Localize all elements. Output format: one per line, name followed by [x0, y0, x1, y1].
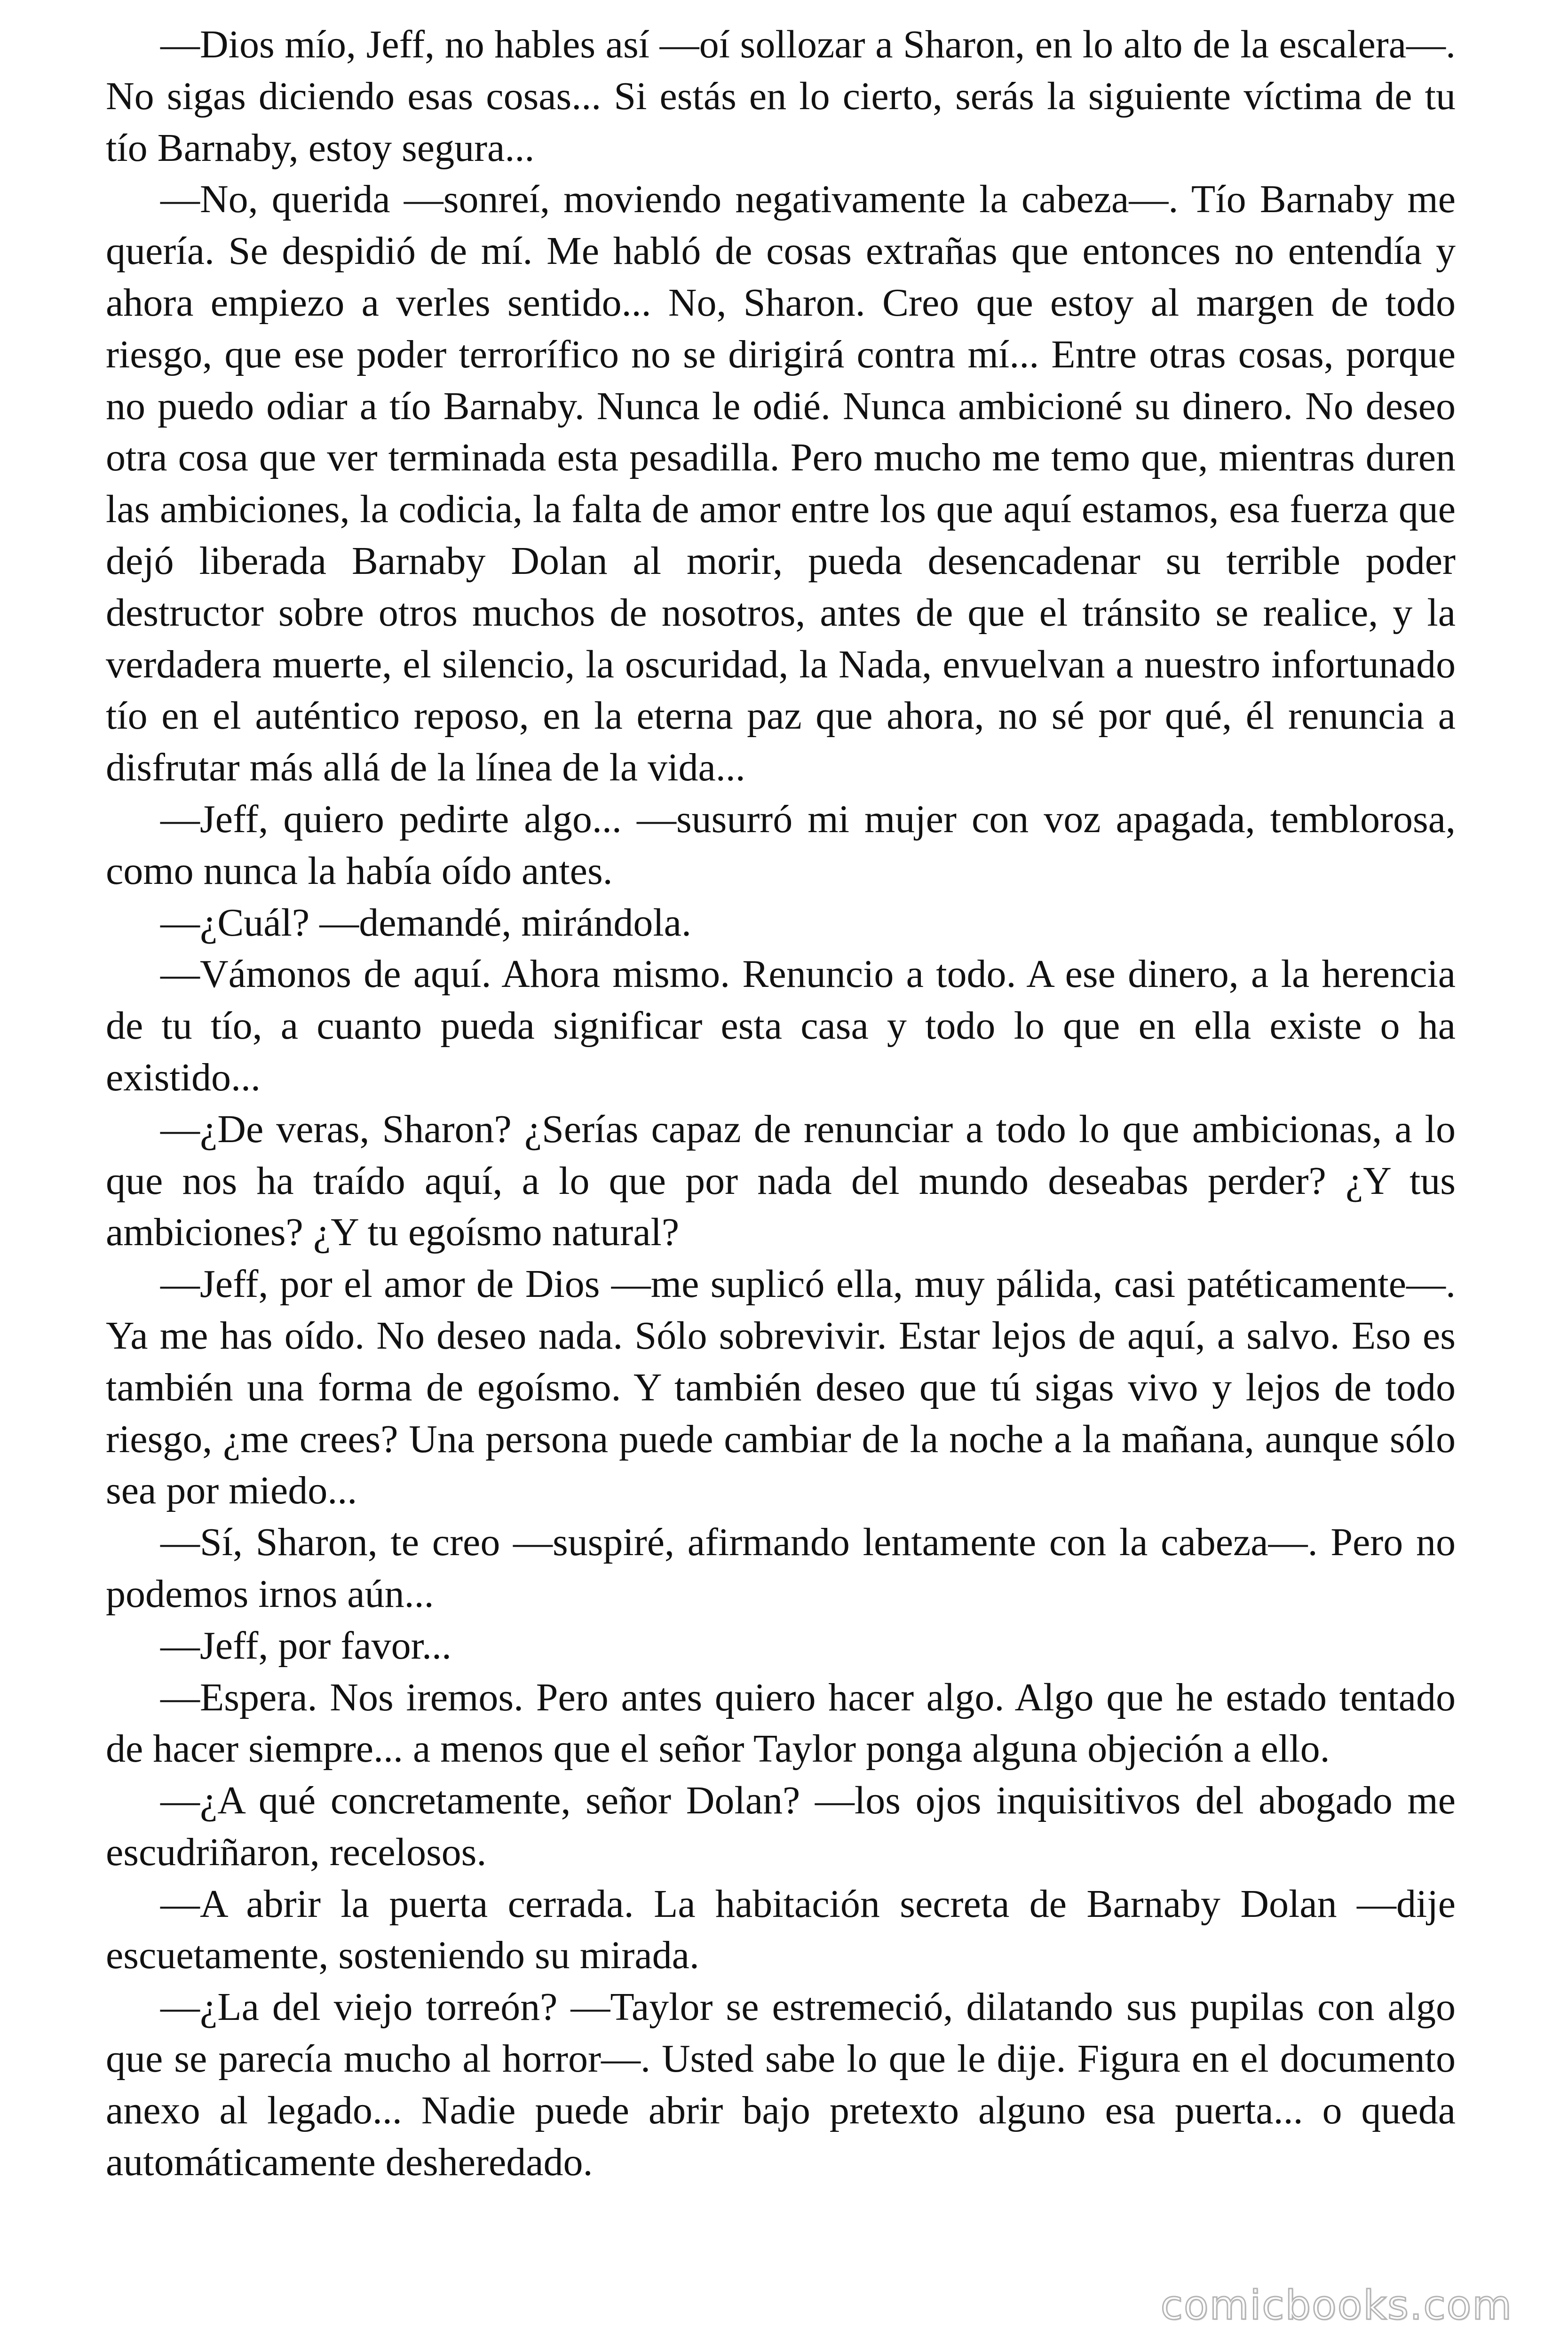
paragraph: —¿La del viejo torreón? —Taylor se estremeció, dilatando sus pupilas con algo que se parecía mucho al horror—. Usted sabe lo que le dije. Figura en el documento anexo al legado... Nadie puede abrir bajo pretexto alguno esa puerta... o queda automáticamente desheredado.: [106, 1985, 1456, 2184]
paragraph: —Espera. Nos iremos. Pero antes quiero hacer algo. Algo que he estado tentado de hacer siempre... a menos que el señor Taylor ponga alguna objeción a ello.: [106, 1675, 1456, 1771]
paragraph: —¿De veras, Sharon? ¿Serías capaz de renunciar a todo lo que ambicionas, a lo que nos ha traído aquí, a lo que por nada del mundo deseabas perder? ¿Y tus ambiciones? ¿Y tu egoísmo natural?: [106, 1107, 1456, 1255]
body-text: [106, 19, 1456, 2188]
paragraph: —A abrir la puerta cerrada. La habitación secreta de Barnaby Dolan —dije escuetamente, sosteniendo su mirada.: [106, 1882, 1456, 1978]
paragraph: —Jeff, quiero pedirte algo... —susurró mi mujer con voz apagada, temblorosa, como nunca la había oído antes.: [106, 797, 1456, 893]
paragraph: —Dios mío, Jeff, no hables así —oí sollozar a Sharon, en lo alto de la escalera—. No sigas diciendo esas cosas... Si estás en lo cierto, serás la siguiente víctima de tu tío Barnaby, estoy segura...: [106, 23, 1456, 170]
paragraph: —Vámonos de aquí. Ahora mismo. Renuncio a todo. A ese dinero, a la herencia de tu tío, a cuanto pueda significar esta casa y todo lo que en ella existe o ha existido...: [106, 952, 1456, 1099]
watermark: comicbooks.com: [1160, 2282, 1513, 2329]
paragraph: —¿Cuál? —demandé, mirándola.: [160, 900, 691, 945]
paragraph: —Sí, Sharon, te creo —suspiré, afirmando lentamente con la cabeza—. Pero no podemos irnos aún...: [106, 1520, 1456, 1616]
paragraph: —¿A qué concretamente, señor Dolan? —los ojos inquisitivos del abogado me escudriñaron, recelosos.: [106, 1779, 1456, 1874]
paragraph: —Jeff, por el amor de Dios —me suplicó ella, muy pálida, casi patéticamente—. Ya me has oído. No deseo nada. Sólo sobrevivir. Estar lejos de aquí, a salvo. Eso es también una forma de egoísmo. Y también deseo que tú sigas vivo y lejos de todo riesgo, ¿me crees? Una persona puede cambiar de la noche a la mañana, aunque sólo sea por miedo...: [106, 1262, 1456, 1513]
paragraph: —Jeff, por favor...: [160, 1623, 451, 1668]
paragraph: —No, querida —sonreí, moviendo negativamente la cabeza—. Tío Barnaby me quería. Se despidió de mí. Me habló de cosas extrañas que entonces no entendía y ahora empiezo a verles sentido... No, Sharon. Creo que estoy al margen de todo riesgo, que ese poder terrorífico no se dirigirá contra mí... Entre otras cosas, porque no puedo odiar a tío Barnaby. Nunca le odié. Nunca ambicioné su dinero. No deseo otra cosa que ver terminada esta pesadilla. Pero mucho me temo que, mientras duren las ambiciones, la codicia, la falta de amor entre los que aquí estamos, esa fuerza que dejó liberada Barnaby Dolan al morir, pueda desencadenar su terrible poder destructor sobre otros muchos de nosotros, antes de que el tránsito se realice, y la verdadera muerte, el silencio, la oscuridad, la Nada, envuelvan a nuestro infortunado tío en el auténtico reposo, en la eterna paz que ahora, no sé por qué, él renuncia a disfrutar más allá de la línea de la vida...: [106, 177, 1456, 790]
